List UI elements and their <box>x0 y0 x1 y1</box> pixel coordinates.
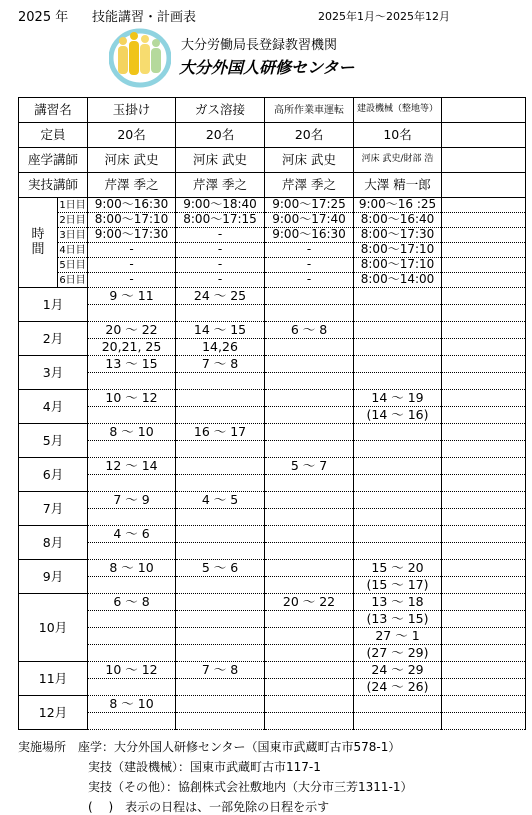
time-value: 8:00～17:15 <box>176 213 265 228</box>
month-label: 2月 <box>19 322 88 356</box>
schedule-date <box>88 577 176 594</box>
schedule-date <box>88 611 176 628</box>
schedule-date <box>265 288 354 305</box>
practice-instructor-header: 実技講師 <box>19 173 88 198</box>
footer-practice-construction: 実技（建設機械）：国東市武蔵町古市117-1 <box>88 760 321 774</box>
empty-cell <box>442 373 526 390</box>
schedule-date <box>265 373 354 390</box>
time-label: 時 間 <box>19 198 58 288</box>
schedule-date <box>176 611 265 628</box>
empty-cell <box>442 305 526 322</box>
schedule-date <box>88 645 176 662</box>
course-name: 高所作業車運転 <box>265 98 354 123</box>
schedule-date: 10 ～ 12 <box>88 390 176 407</box>
schedule-date <box>354 424 442 441</box>
schedule-date <box>354 458 442 475</box>
schedule-date: 24 ～ 25 <box>176 288 265 305</box>
schedule-date: 13 ～ 18 <box>354 594 442 611</box>
schedule-date <box>176 458 265 475</box>
schedule-date: 9 ～ 11 <box>88 288 176 305</box>
month-label: 12月 <box>19 696 88 730</box>
schedule-date <box>176 543 265 560</box>
schedule-date: (13 ～ 15) <box>354 611 442 628</box>
schedule-date <box>354 713 442 730</box>
empty-cell <box>442 98 526 123</box>
day-label: 2日目 <box>59 214 86 226</box>
time-value: 9:00～18:40 <box>176 198 265 213</box>
schedule-date <box>265 492 354 509</box>
schedule-date <box>176 679 265 696</box>
capacity-value: 20名 <box>265 123 354 148</box>
month-label: 4月 <box>19 390 88 424</box>
schedule-date <box>88 373 176 390</box>
empty-cell <box>442 258 526 273</box>
schedule-date: 15 ～ 20 <box>354 560 442 577</box>
month-label: 1月 <box>19 288 88 322</box>
empty-cell <box>442 441 526 458</box>
time-value: 8:00～17:10 <box>354 258 442 273</box>
day-label: 1日目 <box>59 199 86 211</box>
footer-location: 実施場所 座学：大分外国人研修センター（国東市武蔵町古市578-1） <box>18 740 401 754</box>
empty-cell <box>442 475 526 492</box>
capacity-value: 10名 <box>354 123 442 148</box>
schedule-date <box>265 509 354 526</box>
schedule-date <box>354 305 442 322</box>
schedule-date <box>354 288 442 305</box>
empty-cell <box>442 526 526 543</box>
schedule-date: 8 ～ 10 <box>88 560 176 577</box>
time-value: 8:00～14:00 <box>354 273 442 288</box>
time-value: 9:00～17:30 <box>88 228 176 243</box>
schedule-date <box>88 679 176 696</box>
schedule-date <box>176 645 265 662</box>
time-value: - <box>176 273 265 288</box>
schedule-date <box>354 696 442 713</box>
schedule-date <box>176 475 265 492</box>
schedule-date <box>265 475 354 492</box>
schedule-date: 20 ～ 22 <box>88 322 176 339</box>
schedule-date <box>265 662 354 679</box>
schedule-date <box>88 713 176 730</box>
schedule-date <box>265 679 354 696</box>
schedule-date <box>88 509 176 526</box>
month-label: 3月 <box>19 356 88 390</box>
schedule-date <box>176 577 265 594</box>
time-value: 8:00～17:10 <box>88 213 176 228</box>
empty-cell <box>442 148 526 173</box>
schedule-date: 5 ～ 6 <box>176 560 265 577</box>
month-label: 7月 <box>19 492 88 526</box>
course-name: 玉掛け <box>88 98 176 123</box>
schedule-date: 14 ～ 19 <box>354 390 442 407</box>
schedule-date <box>265 560 354 577</box>
schedule-date: 4 ～ 5 <box>176 492 265 509</box>
schedule-date <box>176 594 265 611</box>
empty-cell <box>442 288 526 305</box>
empty-cell <box>442 407 526 424</box>
day-label: 6日目 <box>59 274 86 286</box>
schedule-date: (14 ～ 16) <box>354 407 442 424</box>
schedule-date <box>176 526 265 543</box>
empty-cell <box>442 611 526 628</box>
schedule-date <box>265 713 354 730</box>
schedule-date <box>354 441 442 458</box>
footer-practice-other: 実技（その他）：協創株式会社敷地内（大分市三芳1311-1） <box>88 780 413 794</box>
schedule-date: (27 ～ 29) <box>354 645 442 662</box>
empty-cell <box>442 679 526 696</box>
empty-cell <box>442 713 526 730</box>
month-label: 11月 <box>19 662 88 696</box>
time-value: 8:00～16:40 <box>354 213 442 228</box>
schedule-date <box>265 390 354 407</box>
empty-cell <box>442 458 526 475</box>
month-label: 8月 <box>19 526 88 560</box>
empty-cell <box>442 645 526 662</box>
schedule-date <box>265 645 354 662</box>
course-name: ガス溶接 <box>176 98 265 123</box>
time-value: - <box>88 243 176 258</box>
schedule-date: 14,26 <box>176 339 265 356</box>
empty-cell <box>442 509 526 526</box>
schedule-date <box>176 696 265 713</box>
time-value: - <box>88 258 176 273</box>
schedule-date: 13 ～ 15 <box>88 356 176 373</box>
capacity-value: 20名 <box>88 123 176 148</box>
month-label: 10月 <box>19 594 88 662</box>
schedule-date: (24 ～ 26) <box>354 679 442 696</box>
empty-cell <box>442 356 526 373</box>
organization-subtitle: 大分労働局長登録教習機関 <box>181 38 338 53</box>
day-label: 3日目 <box>59 229 86 241</box>
empty-cell <box>442 594 526 611</box>
schedule-date <box>265 356 354 373</box>
schedule-date <box>176 441 265 458</box>
practice-instructor: 芹澤 季之 <box>88 173 176 198</box>
schedule-date <box>176 407 265 424</box>
month-label: 9月 <box>19 560 88 594</box>
course-header: 講習名 <box>19 98 88 123</box>
time-value: 9:00～17:25 <box>265 198 354 213</box>
schedule-date: 8 ～ 10 <box>88 696 176 713</box>
schedule-date: 8 ～ 10 <box>88 424 176 441</box>
empty-cell <box>442 322 526 339</box>
time-value: - <box>265 273 354 288</box>
schedule-date <box>176 390 265 407</box>
schedule-date <box>354 509 442 526</box>
schedule-date: 7 ～ 9 <box>88 492 176 509</box>
month-label: 5月 <box>19 424 88 458</box>
empty-cell <box>442 173 526 198</box>
schedule-date <box>265 543 354 560</box>
practice-instructor: 大澤 精一郎 <box>354 173 442 198</box>
schedule-date <box>88 305 176 322</box>
schedule-date <box>265 441 354 458</box>
schedule-date: 4 ～ 6 <box>88 526 176 543</box>
schedule-date <box>354 356 442 373</box>
time-value: - <box>176 243 265 258</box>
theory-instructor: 河床 武史 <box>176 148 265 173</box>
theory-instructor-header: 座学講師 <box>19 148 88 173</box>
empty-cell <box>442 662 526 679</box>
capacity-value: 20名 <box>176 123 265 148</box>
schedule-date <box>265 305 354 322</box>
schedule-date: 20,21, 25 <box>88 339 176 356</box>
empty-cell <box>442 339 526 356</box>
time-value: 9:00～16 :25 <box>354 198 442 213</box>
schedule-date <box>176 509 265 526</box>
schedule-date <box>265 611 354 628</box>
schedule-date: 24 ～ 29 <box>354 662 442 679</box>
theory-instructor: 河床 武史 <box>265 148 354 173</box>
empty-cell <box>442 123 526 148</box>
schedule-date: 10 ～ 12 <box>88 662 176 679</box>
practice-instructor: 芹澤 季之 <box>176 173 265 198</box>
course-name: 建設機械（整地等） <box>354 98 442 123</box>
month-label: 6月 <box>19 458 88 492</box>
practice-instructor: 芹澤 季之 <box>265 173 354 198</box>
theory-instructor: 河床 武史 <box>88 148 176 173</box>
schedule-date <box>88 407 176 424</box>
schedule-date <box>265 339 354 356</box>
empty-cell <box>442 273 526 288</box>
schedule-date: 7 ～ 8 <box>176 356 265 373</box>
schedule-date <box>88 475 176 492</box>
page-title: 技能講習・計画表 <box>92 10 197 25</box>
schedule-date <box>354 322 442 339</box>
plan-year: 2025 年 <box>18 10 69 25</box>
empty-cell <box>442 696 526 713</box>
organization-logo <box>109 28 171 88</box>
schedule-date <box>265 424 354 441</box>
time-value: 8:00～17:10 <box>354 243 442 258</box>
schedule-date <box>265 526 354 543</box>
empty-cell <box>442 543 526 560</box>
schedule-date: 6 ～ 8 <box>88 594 176 611</box>
schedule-date <box>354 526 442 543</box>
schedule-date <box>354 492 442 509</box>
schedule-date <box>176 373 265 390</box>
time-value: - <box>265 258 354 273</box>
schedule-date: 12 ～ 14 <box>88 458 176 475</box>
empty-cell <box>442 228 526 243</box>
time-value: - <box>88 273 176 288</box>
schedule-date: 5 ～ 7 <box>265 458 354 475</box>
empty-cell <box>442 198 526 213</box>
schedule-date: 6 ～ 8 <box>265 322 354 339</box>
time-value: 9:00～16:30 <box>265 228 354 243</box>
schedule-date: 7 ～ 8 <box>176 662 265 679</box>
empty-cell <box>442 390 526 407</box>
capacity-header: 定員 <box>19 123 88 148</box>
time-value: 8:00～17:30 <box>354 228 442 243</box>
day-label: 5日目 <box>59 259 86 271</box>
empty-cell <box>442 577 526 594</box>
time-value: - <box>265 243 354 258</box>
schedule-date: 16 ～ 17 <box>176 424 265 441</box>
schedule-date <box>354 373 442 390</box>
empty-cell <box>442 243 526 258</box>
empty-cell <box>442 628 526 645</box>
schedule-date <box>265 628 354 645</box>
time-value: 9:00～17:40 <box>265 213 354 228</box>
schedule-date <box>354 543 442 560</box>
schedule-date <box>176 628 265 645</box>
date-range: 2025年1月～2025年12月 <box>318 10 450 23</box>
schedule-date <box>265 696 354 713</box>
schedule-date <box>176 713 265 730</box>
schedule-date: 27 ～ 1 <box>354 628 442 645</box>
empty-cell <box>442 424 526 441</box>
day-label: 4日目 <box>59 244 86 256</box>
empty-cell <box>442 213 526 228</box>
schedule-date <box>265 407 354 424</box>
organization-name: 大分外国人研修センター <box>179 58 355 77</box>
theory-instructor: 河床 武史/財部 浩 <box>354 148 442 173</box>
schedule-date <box>354 475 442 492</box>
schedule-date <box>176 305 265 322</box>
footer-note: ( ) 表示の日程は、一部免除の日程を示す <box>88 800 330 814</box>
empty-cell <box>442 560 526 577</box>
time-value: - <box>176 258 265 273</box>
schedule-date: 14 ～ 15 <box>176 322 265 339</box>
schedule-date <box>265 577 354 594</box>
schedule-date <box>88 441 176 458</box>
empty-cell <box>442 492 526 509</box>
schedule-date: (15 ～ 17) <box>354 577 442 594</box>
time-value: 9:00～16:30 <box>88 198 176 213</box>
schedule-date <box>88 543 176 560</box>
schedule-date <box>88 628 176 645</box>
schedule-table <box>18 97 526 730</box>
time-value: - <box>176 228 265 243</box>
schedule-date: 20 ～ 22 <box>265 594 354 611</box>
schedule-date <box>354 339 442 356</box>
